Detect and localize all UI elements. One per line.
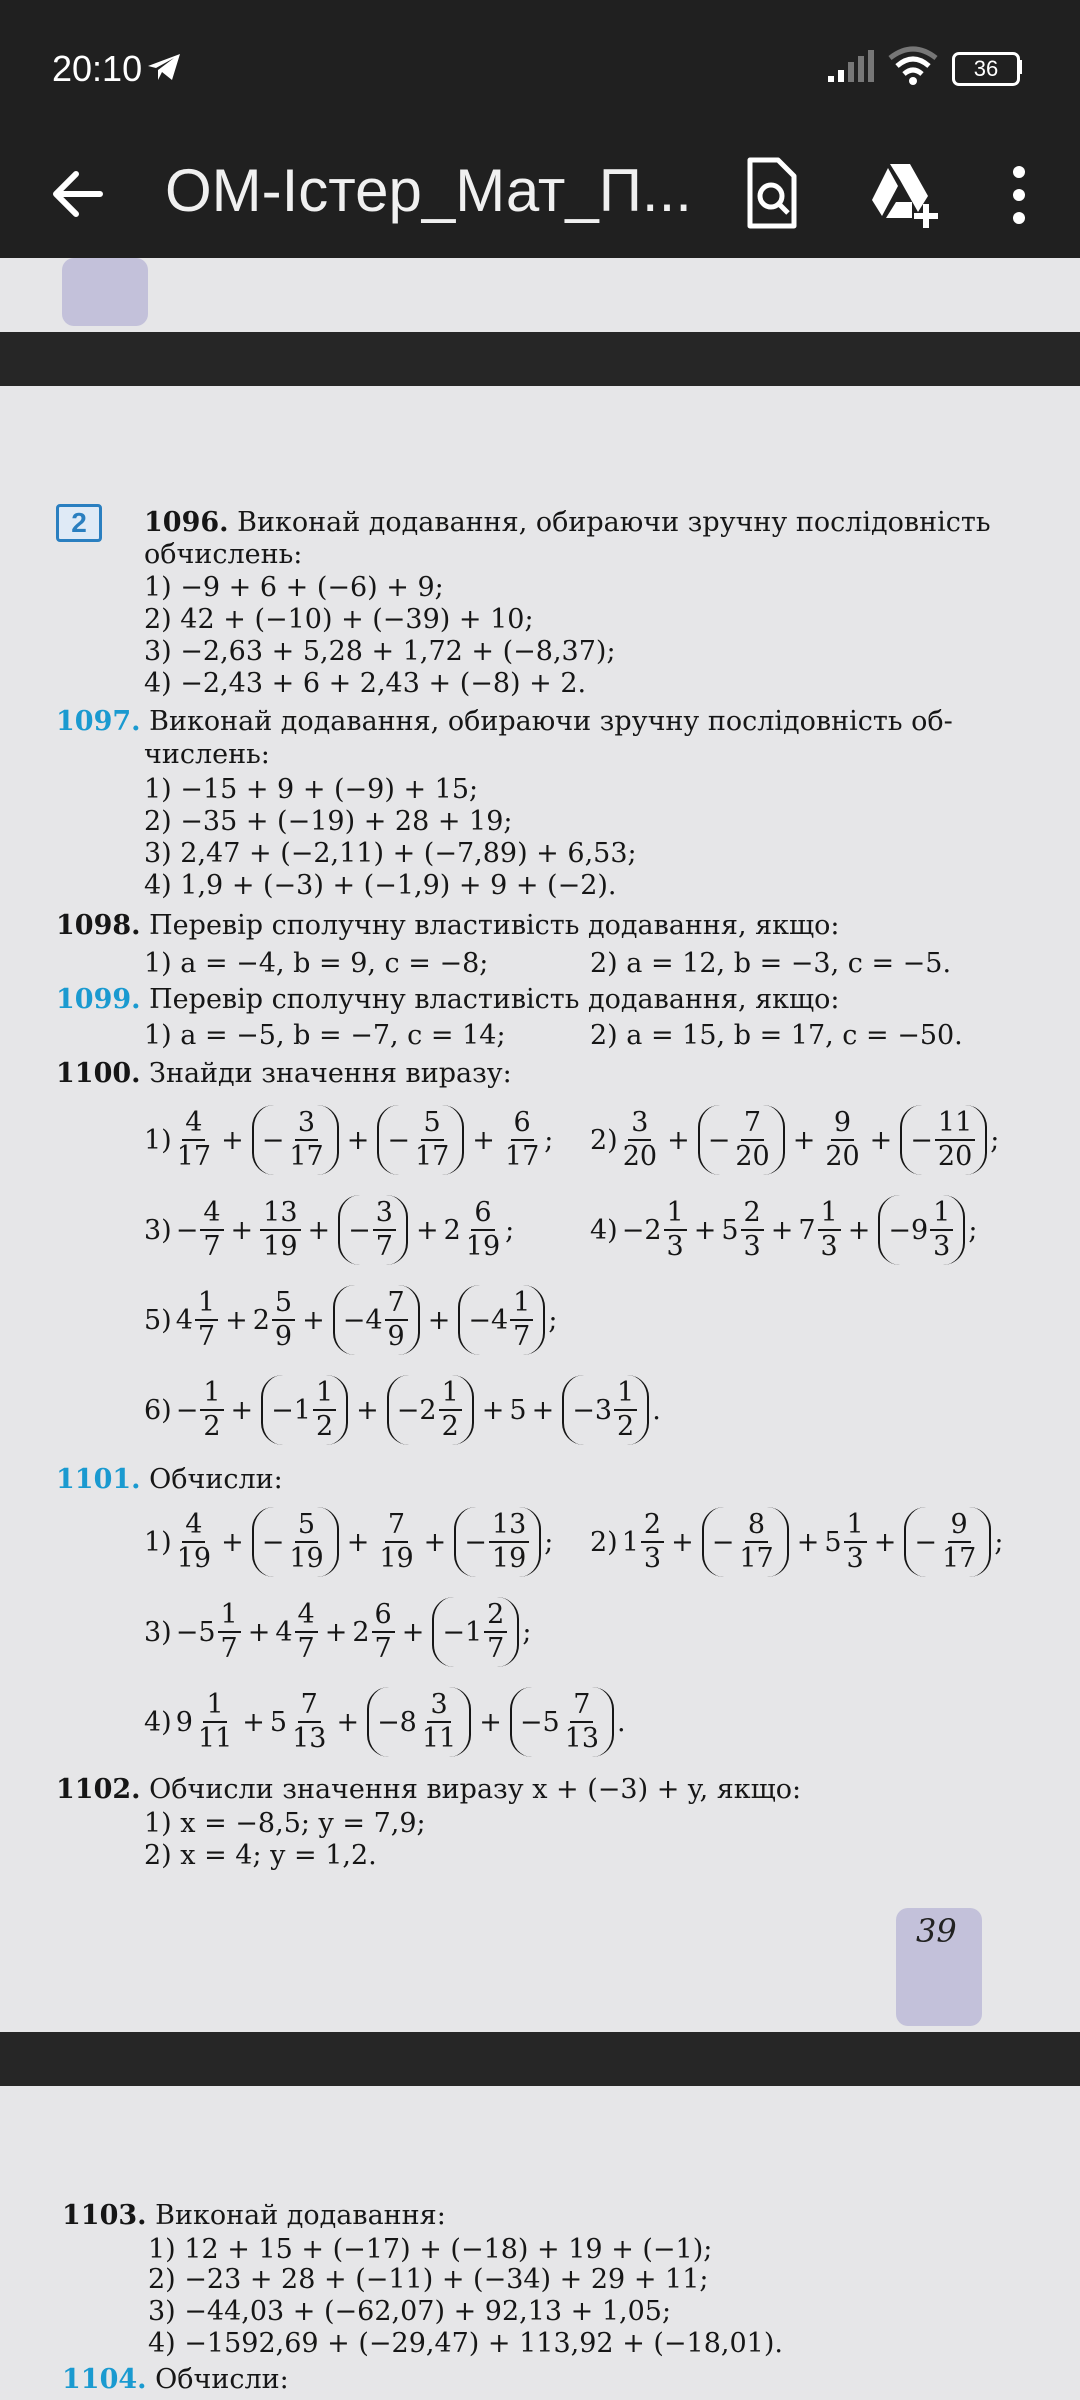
- exercise-1096-item: 2) 42 + (−10) + (−39) + 10;: [144, 604, 534, 635]
- exercise-1103: 1103. Виконай додавання:: [62, 2200, 446, 2231]
- exercise-1103-item: 2) −23 + 28 + (−11) + (−34) + 29 + 11;: [148, 2264, 709, 2295]
- exercise-1097-item: 2) −35 + (−19) + 28 + 19;: [144, 806, 513, 837]
- exercise-1097-item: 4) 1,9 + (−3) + (−1,9) + 9 + (−2).: [144, 870, 617, 901]
- exercise-1097-item: 3) 2,47 + (−2,11) + (−7,89) + 6,53;: [144, 838, 637, 869]
- status-bar: [0, 0, 1080, 130]
- exercise-1102-item: 2) x = 4; y = 1,2.: [144, 1840, 377, 1871]
- battery-tip: [1018, 60, 1022, 74]
- exercise-1099-a: 1) a = −5, b = −7, c = 14;: [144, 1020, 506, 1051]
- battery-icon: [952, 52, 1020, 86]
- more-vert-icon[interactable]: [1004, 160, 1034, 230]
- exercise-1103-item: 3) −44,03 + (−62,07) + 92,13 + 1,05;: [148, 2296, 672, 2327]
- drive-add-icon[interactable]: [868, 160, 940, 230]
- expr-1101-1: 1) 4 19 + − $\frac{5}{19}$ + $\frac{7}{19}$ + − $\frac{13}{19}$ ;: [144, 1502, 553, 1582]
- page-number: 39: [916, 1912, 957, 1950]
- exercise-1104: 1104. Обчисли:: [62, 2364, 289, 2395]
- wifi-icon: [888, 46, 938, 86]
- expr-1100-6: 6) − $\frac{1}{2}$ + −1 1 2 + −2 1 2 + 5 + −3 1 2 .: [144, 1370, 661, 1450]
- previous-page: [0, 258, 1080, 332]
- expr-1101-4: 4) 9 1 11 + 5 7 13 + −8 3 11 + −5 7 13 .: [144, 1682, 626, 1762]
- expr-1100-2: 2) 3 20 + − $\frac{7}{20}$ + $\frac{9}{20}$ + − $\frac{11}{20}$ ;: [590, 1100, 999, 1180]
- exercise-1100: 1100. Знайди значення виразу:: [56, 1058, 512, 1089]
- exercise-1097-line2: числень:: [144, 739, 270, 770]
- expr-1100-1: 1) 4 17 + − $\frac{3}{17}$ + − $\frac{5}{17}$ + $\frac{6}{17}$ ;: [144, 1100, 553, 1180]
- exercise-1101: 1101. Обчисли:: [56, 1464, 283, 1495]
- exercise-1096-item: 1) −9 + 6 + (−6) + 9;: [144, 572, 444, 603]
- exercise-1098-b: 2) a = 12, b = −3, c = −5.: [590, 948, 952, 979]
- document-search-icon[interactable]: [744, 154, 800, 232]
- exercise-1097: 1097. Виконай додавання, обираючи зручну послідовність об-: [56, 706, 953, 737]
- exercise-1098: 1098. Перевір сполучну властивість додавання, якщо:: [56, 910, 840, 941]
- expr-1100-4: 4) −2 1 3 + 5 2 3 + 7 1 3 + −9 1 3 ;: [590, 1190, 977, 1270]
- exercise-1098-a: 1) a = −4, b = 9, c = −8;: [144, 948, 489, 979]
- expr-1101-3: 3) −5 1 7 + 4 4 7 + 2 6 7 + −1 2 7 ;: [144, 1592, 531, 1672]
- exercise-1096-item: 3) −2,63 + 5,28 + 1,72 + (−8,37);: [144, 636, 616, 667]
- exercise-1102-item: 1) x = −8,5; y = 7,9;: [144, 1808, 426, 1839]
- battery-level: 36: [973, 56, 999, 81]
- exercise-1096: 1096. Виконай додавання, обираючи зручну послідовність: [144, 507, 991, 538]
- exercise-1099-b: 2) a = 15, b = 17, c = −50.: [590, 1020, 963, 1051]
- status-time: 20:10: [52, 48, 143, 89]
- expr-1101-2: 2) 1 2 3 + − $\frac{8}{17}$ + 5 1 3 + − $\frac{9}{17}$ ;: [590, 1502, 1003, 1582]
- exercise-1103-item: 4) −1592,69 + (−29,47) + 113,92 + (−18,01).: [148, 2328, 783, 2359]
- page-separator: [0, 2032, 1080, 2086]
- expr-1100-3: 3) − $\frac{4}{7}$ + $\frac{13}{19}$ + − $\frac{3}{7}$ + 2 6 19 ;: [144, 1190, 514, 1270]
- level-badge: 2: [56, 504, 102, 542]
- page-tab-top: [62, 258, 148, 326]
- exercise-1096-item: 4) −2,43 + 6 + 2,43 + (−8) + 2.: [144, 668, 587, 699]
- arrow-left-icon[interactable]: [48, 164, 108, 224]
- telegram-icon: [146, 52, 182, 82]
- exercise-1102: 1102. Обчисли значення виразу x + (−3) + y, якщо:: [56, 1774, 802, 1805]
- exercise-1099: 1099. Перевір сполучну властивість додавання, якщо:: [56, 984, 840, 1015]
- signal-icon: [826, 48, 876, 84]
- exercise-1103-item: 1) 12 + 15 + (−17) + (−18) + 19 + (−1);: [148, 2234, 713, 2265]
- app-bar: [0, 130, 1080, 258]
- page-separator: [0, 332, 1080, 386]
- document-title: ОМ-Істер_Мат_П...: [165, 157, 692, 224]
- exercise-1096-line2: обчислень:: [144, 539, 303, 570]
- exercise-1097-item: 1) −15 + 9 + (−9) + 15;: [144, 774, 479, 805]
- expr-1100-5: 5) 4 1 7 + 2 5 9 + −4 7 9 + −4 1 7 ;: [144, 1280, 557, 1360]
